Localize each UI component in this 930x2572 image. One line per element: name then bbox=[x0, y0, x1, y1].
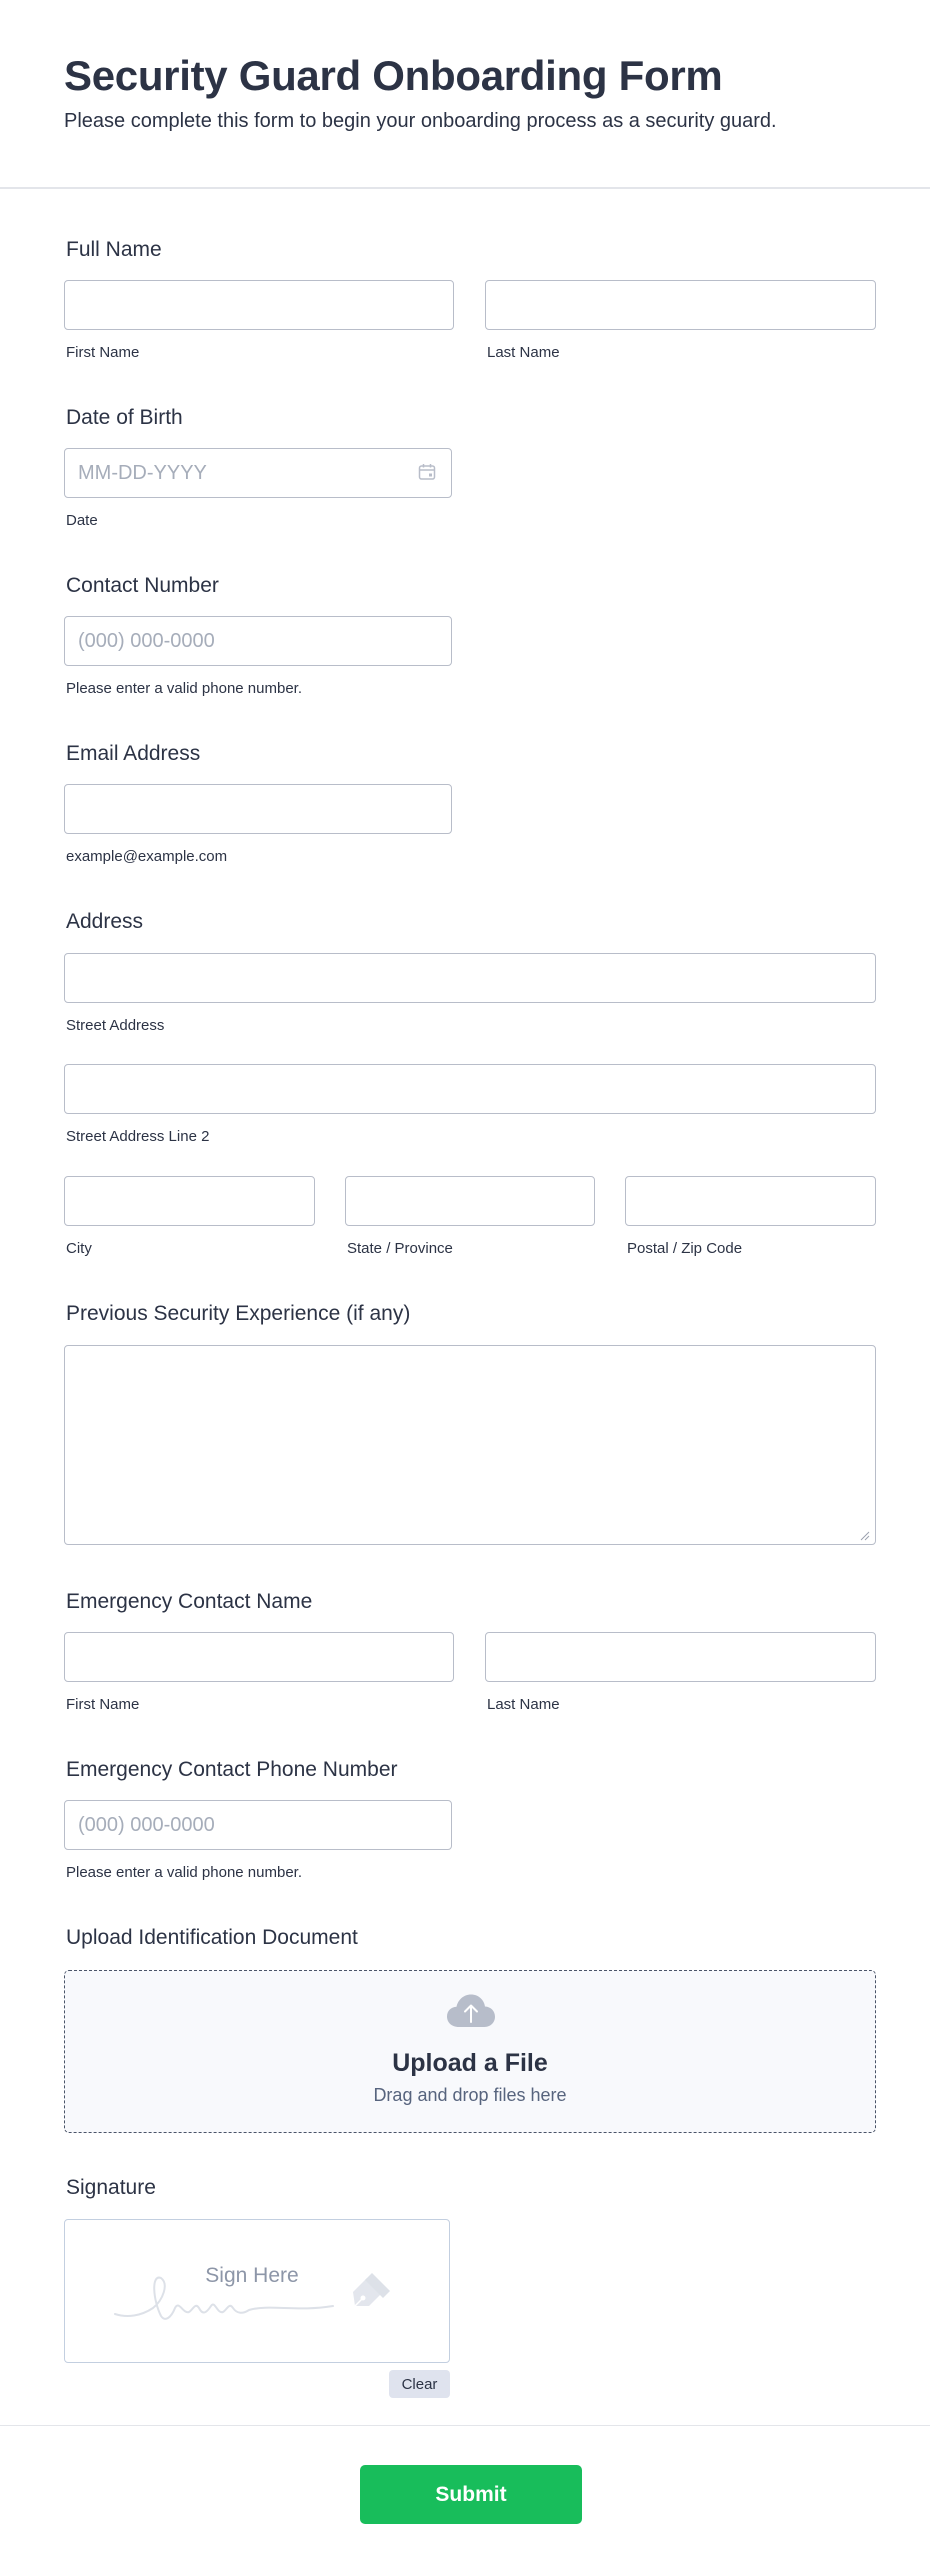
form-subtitle: Please complete this form to begin your onboarding process as a security guard. bbox=[64, 110, 777, 132]
full-name-label: Full Name bbox=[66, 238, 162, 261]
experience-label: Previous Security Experience (if any) bbox=[66, 1302, 411, 1325]
dob-label: Date of Birth bbox=[66, 406, 183, 429]
city-sublabel: City bbox=[66, 1240, 92, 1257]
city-input[interactable] bbox=[64, 1176, 315, 1226]
postal-code-input[interactable] bbox=[625, 1176, 876, 1226]
emergency-phone-label: Emergency Contact Phone Number bbox=[66, 1758, 398, 1781]
first-name-sublabel: First Name bbox=[66, 344, 140, 361]
state-province-input[interactable] bbox=[345, 1176, 595, 1226]
emergency-first-name-sublabel: First Name bbox=[66, 1696, 140, 1713]
calendar-icon[interactable] bbox=[418, 463, 436, 481]
contact-number-sublabel: Please enter a valid phone number. bbox=[66, 680, 302, 697]
first-name-input[interactable] bbox=[64, 280, 454, 330]
emergency-phone-sublabel: Please enter a valid phone number. bbox=[66, 1864, 302, 1881]
address-label: Address bbox=[66, 910, 144, 933]
cloud-upload-icon bbox=[446, 1993, 496, 2029]
file-upload-dropzone[interactable] bbox=[64, 1970, 876, 2133]
street-address-line2-input[interactable] bbox=[64, 1064, 876, 1114]
signature-scribble-graphic bbox=[65, 2220, 451, 2364]
dob-sublabel: Date bbox=[66, 512, 98, 529]
state-province-sublabel: State / Province bbox=[347, 1240, 453, 1257]
street-address-sublabel: Street Address bbox=[66, 1017, 165, 1034]
emergency-name-label: Emergency Contact Name bbox=[66, 1590, 313, 1613]
form-header bbox=[0, 0, 930, 189]
contact-number-label: Contact Number bbox=[66, 574, 219, 597]
email-label: Email Address bbox=[66, 742, 201, 765]
last-name-sublabel: Last Name bbox=[487, 344, 560, 361]
last-name-input[interactable] bbox=[485, 280, 876, 330]
signature-pad[interactable] bbox=[64, 2219, 450, 2363]
emergency-first-name-input[interactable] bbox=[64, 1632, 454, 1682]
emergency-phone-input[interactable] bbox=[64, 1800, 452, 1850]
email-input[interactable] bbox=[64, 784, 452, 834]
street-address-input[interactable] bbox=[64, 953, 876, 1003]
postal-code-sublabel: Postal / Zip Code bbox=[627, 1240, 743, 1257]
experience-textarea[interactable] bbox=[64, 1345, 876, 1545]
signature-placeholder: Sign Here bbox=[205, 2264, 299, 2287]
street-address-line2-sublabel: Street Address Line 2 bbox=[66, 1128, 210, 1145]
signature-clear-button[interactable]: Clear bbox=[389, 2370, 450, 2398]
signature-label: Signature bbox=[66, 2176, 156, 2199]
submit-button[interactable]: Submit bbox=[360, 2465, 582, 2524]
upload-label: Upload Identification Document bbox=[66, 1926, 358, 1949]
resize-grip-icon[interactable] bbox=[858, 1529, 870, 1541]
emergency-last-name-sublabel: Last Name bbox=[487, 1696, 560, 1713]
footer-divider bbox=[0, 2425, 930, 2426]
email-sublabel: example@example.com bbox=[66, 848, 228, 865]
contact-number-input[interactable] bbox=[64, 616, 452, 666]
emergency-last-name-input[interactable] bbox=[485, 1632, 876, 1682]
form-title: Security Guard Onboarding Form bbox=[64, 52, 723, 99]
dob-input[interactable] bbox=[64, 448, 452, 498]
upload-title: Upload a File bbox=[392, 2049, 548, 2077]
upload-subtitle: Drag and drop files here bbox=[373, 2085, 567, 2105]
